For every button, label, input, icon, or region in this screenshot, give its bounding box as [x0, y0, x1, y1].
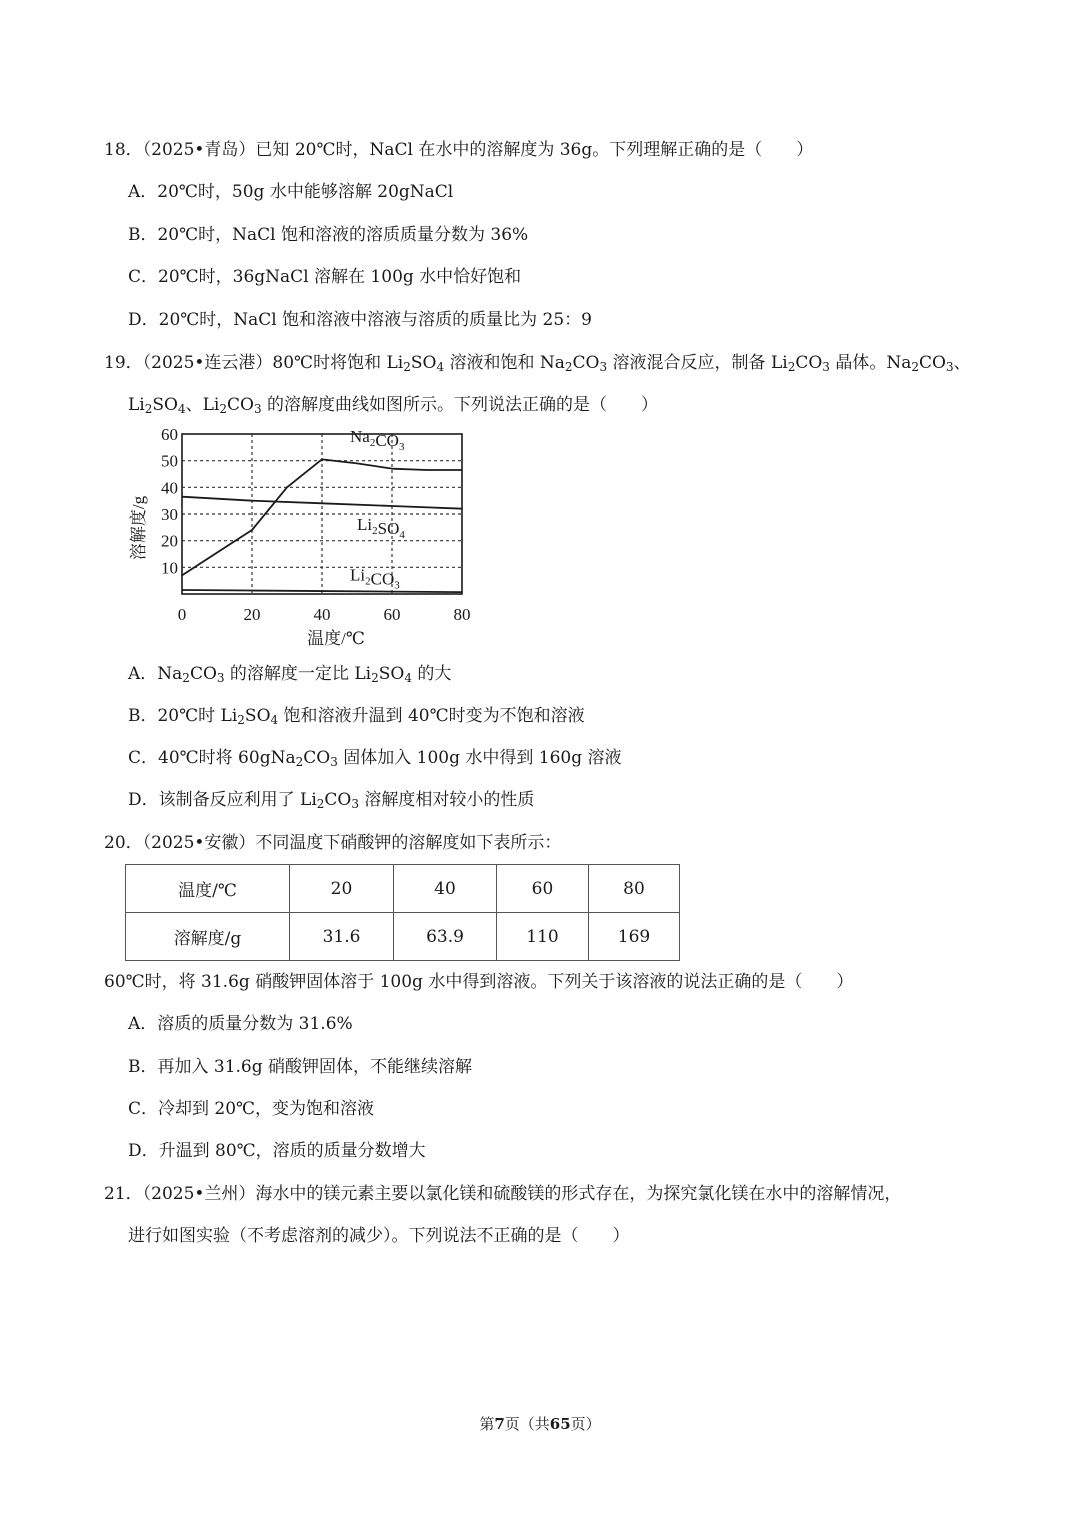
x-tick-label: 80 — [453, 605, 471, 624]
q19-option-b: B．20℃时 $Li_2SO_4$ 饱和溶液升温到 40℃时变为不饱和溶液 — [128, 706, 585, 727]
table-cell: 80 — [589, 865, 680, 913]
table-cell: 60 — [497, 865, 589, 913]
y-tick-label: 60 — [161, 425, 178, 444]
footer-prefix: 第 — [479, 1415, 495, 1433]
series-line-li2co3 — [182, 590, 462, 592]
q21-stem-line2: 进行如图实验（不考虑溶剂的减少）。下列说法不正确的是（ ） — [128, 1226, 630, 1246]
x-tick-label: 40 — [313, 605, 331, 624]
table-cell: 40 — [394, 865, 497, 913]
total-pages: 65 — [549, 1415, 571, 1433]
y-tick-label: 40 — [161, 478, 178, 498]
y-tick-label: 30 — [161, 505, 178, 524]
table-header-label: 温度/℃ — [126, 865, 290, 913]
y-tick-label: 20 — [161, 531, 178, 551]
q19-option-d: D．该制备反应利用了 $Li_2CO_3$ 溶解度相对较小的性质 — [128, 790, 535, 811]
y-tick-label: 50 — [161, 451, 178, 471]
x-tick-label: 20 — [243, 605, 261, 624]
q19-stem-line1: 19．（2025•连云港）80℃时将饱和 $Li_2SO_4$ 溶液和饱和 $Na_2CO_3$ 溶液混合反应，制备 $Li_2CO_3$ 晶体。$Na_2CO_3$、 — [104, 353, 971, 374]
footer-middle: 页（共 — [504, 1415, 550, 1433]
q21-stem-line1: 21．（2025•兰州）海水中的镁元素主要以氯化镁和硫酸镁的形式存在，为探究氯化镁在水中的溶解情况， — [104, 1184, 902, 1204]
series-label-li2so4: $Li_2SO_4$ — [357, 515, 405, 541]
table-cell: 20 — [290, 865, 394, 913]
q20-option-c: C．冷却到 20℃，变为饱和溶液 — [128, 1099, 375, 1119]
table-row-label: 溶解度/g — [126, 913, 290, 961]
q20-after-text: 60℃时，将 31.6g 硝酸钾固体溶于 100g 水中得到溶液。下列关于该溶液的说法正确的是（ ） — [104, 972, 854, 992]
q18-option-d: D．20℃时，NaCl 饱和溶液中溶液与溶质的质量比为 25：9 — [128, 310, 592, 330]
table-row — [126, 913, 680, 961]
series-label-li2co3: $Li_2CO_3$ — [350, 565, 400, 592]
page-number: 7 — [494, 1415, 505, 1433]
y-axis-label: 溶解度/g — [129, 495, 148, 561]
solubility-chart — [122, 422, 482, 654]
q19-option-c: C．40℃时将 $60gNa_2CO_3$ 固体加入 100g 水中得到 160g 溶液 — [128, 748, 622, 769]
x-axis-label: 温度/℃ — [307, 629, 365, 648]
q18-option-b: B．20℃时，NaCl 饱和溶液的溶质质量分数为 36% — [128, 225, 529, 245]
series-label-na2co3: $Na_2CO_3$ — [350, 427, 405, 453]
table-cell: 169 — [589, 913, 680, 961]
q20-option-a: A．溶质的质量分数为 31.6% — [128, 1014, 353, 1034]
q18-option-c: C．20℃时，36gNaCl 溶解在 100g 水中恰好饱和 — [128, 267, 522, 287]
x-tick-label: 0 — [177, 605, 187, 624]
y-tick-label: 10 — [161, 558, 178, 578]
q18-option-a: A．20℃时，50g 水中能够溶解 20gNaCl — [128, 182, 454, 202]
x-tick-label: 60 — [383, 605, 401, 624]
q19-option-a: A．$Na_2CO_3$ 的溶解度一定比 $Li_2SO_4$ 的大 — [128, 664, 452, 685]
table-cell: 63.9 — [394, 913, 497, 961]
q20-option-b: B．再加入 31.6g 硝酸钾固体，不能继续溶解 — [128, 1057, 473, 1077]
q18-stem: 18．（2025•青岛）已知 20℃时，NaCl 在水中的溶解度为 36g。下列理解正确的是（ ） — [104, 140, 814, 160]
footer-suffix: 页） — [570, 1415, 601, 1433]
q19-stem-line2: $Li_2SO_4$、$Li_2CO_3$ 的溶解度曲线如图所示。下列说法正确的是（ ） — [128, 395, 658, 416]
table-cell: 31.6 — [290, 913, 394, 961]
table-row — [126, 865, 680, 913]
q20-option-d: D．升温到 80℃，溶质的质量分数增大 — [128, 1141, 426, 1161]
table-cell: 110 — [497, 913, 589, 961]
solubility-table — [125, 864, 680, 961]
q20-stem: 20．（2025•安徽）不同温度下硝酸钾的溶解度如下表所示： — [104, 833, 562, 853]
page-footer — [0, 1413, 1080, 1434]
